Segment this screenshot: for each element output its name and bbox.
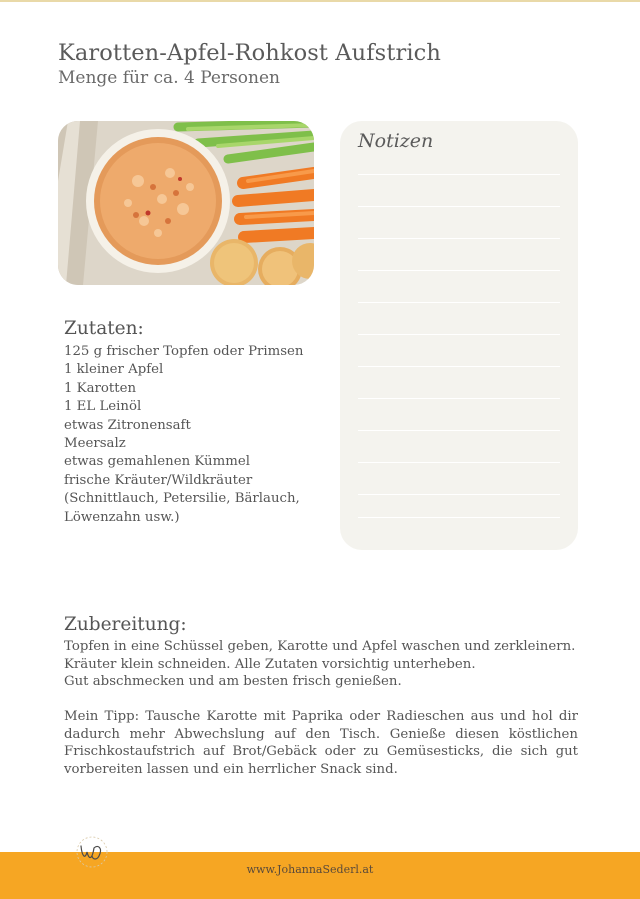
note-line xyxy=(358,270,560,271)
ingredient-item: frische Kräuter/Wildkräuter xyxy=(64,472,253,488)
note-line xyxy=(358,517,560,518)
note-line xyxy=(358,494,560,495)
ingredient-item: Meersalz xyxy=(64,436,126,452)
note-line xyxy=(358,366,560,367)
ingredient-item: etwas Zitronensaft xyxy=(64,417,191,433)
ingredient-item: etwas gemahlenen Kümmel xyxy=(64,454,250,470)
notes-title: Notizen xyxy=(358,130,434,152)
preparation-steps xyxy=(64,638,578,691)
ingredient-item: (Schnittlauch, Petersilie, Bärlauch, xyxy=(64,491,300,507)
ingredients-heading: Zutaten: xyxy=(64,318,144,339)
note-line xyxy=(358,174,560,175)
ingredient-item: Löwenzahn usw.) xyxy=(64,509,180,525)
preparation-heading: Zubereitung: xyxy=(64,614,187,635)
preparation-line: Gut abschmecken und am besten frisch genießen. xyxy=(64,674,402,690)
recipe-title: Karotten-Apfel-Rohkost Aufstrich xyxy=(58,40,441,66)
ingredient-item: 1 EL Leinöl xyxy=(64,399,142,415)
note-line xyxy=(358,238,560,239)
ingredient-item: 1 kleiner Apfel xyxy=(64,362,164,378)
note-line xyxy=(358,334,560,335)
notes-panel xyxy=(340,121,578,550)
recipe-photo xyxy=(58,121,314,285)
note-line xyxy=(358,430,560,431)
preparation-line: Kräuter klein schneiden. Alle Zutaten vorsichtig unterheben. xyxy=(64,656,476,672)
recipe-servings: Menge für ca. 4 Personen xyxy=(58,68,280,88)
note-line xyxy=(358,398,560,399)
preparation-line: Topfen in eine Schüssel geben, Karotte und Apfel waschen und zerkleinern. xyxy=(64,639,576,654)
preparation-tip: Mein Tipp: Tausche Karotte mit Paprika oder Radieschen aus und hol dir dadurch mehr Abwechslung auf den Tisch. Genieße diesen köstlichen Frischkostaufstrich auf Brot/Gebäck oder zu Gemüsesticks, die sich gut vorbereiten lassen und ein herrlicher Snack sind. xyxy=(64,709,578,777)
ingredient-item: 1 Karotten xyxy=(64,380,137,396)
note-line xyxy=(358,302,560,303)
website-url: www.JohannaSederl.at xyxy=(246,863,374,876)
ingredients-list xyxy=(64,343,304,527)
top-rule xyxy=(0,0,640,2)
ingredient-item: 125 g frischer Topfen oder Primsen xyxy=(64,344,304,359)
note-line xyxy=(358,206,560,207)
note-line xyxy=(358,462,560,463)
